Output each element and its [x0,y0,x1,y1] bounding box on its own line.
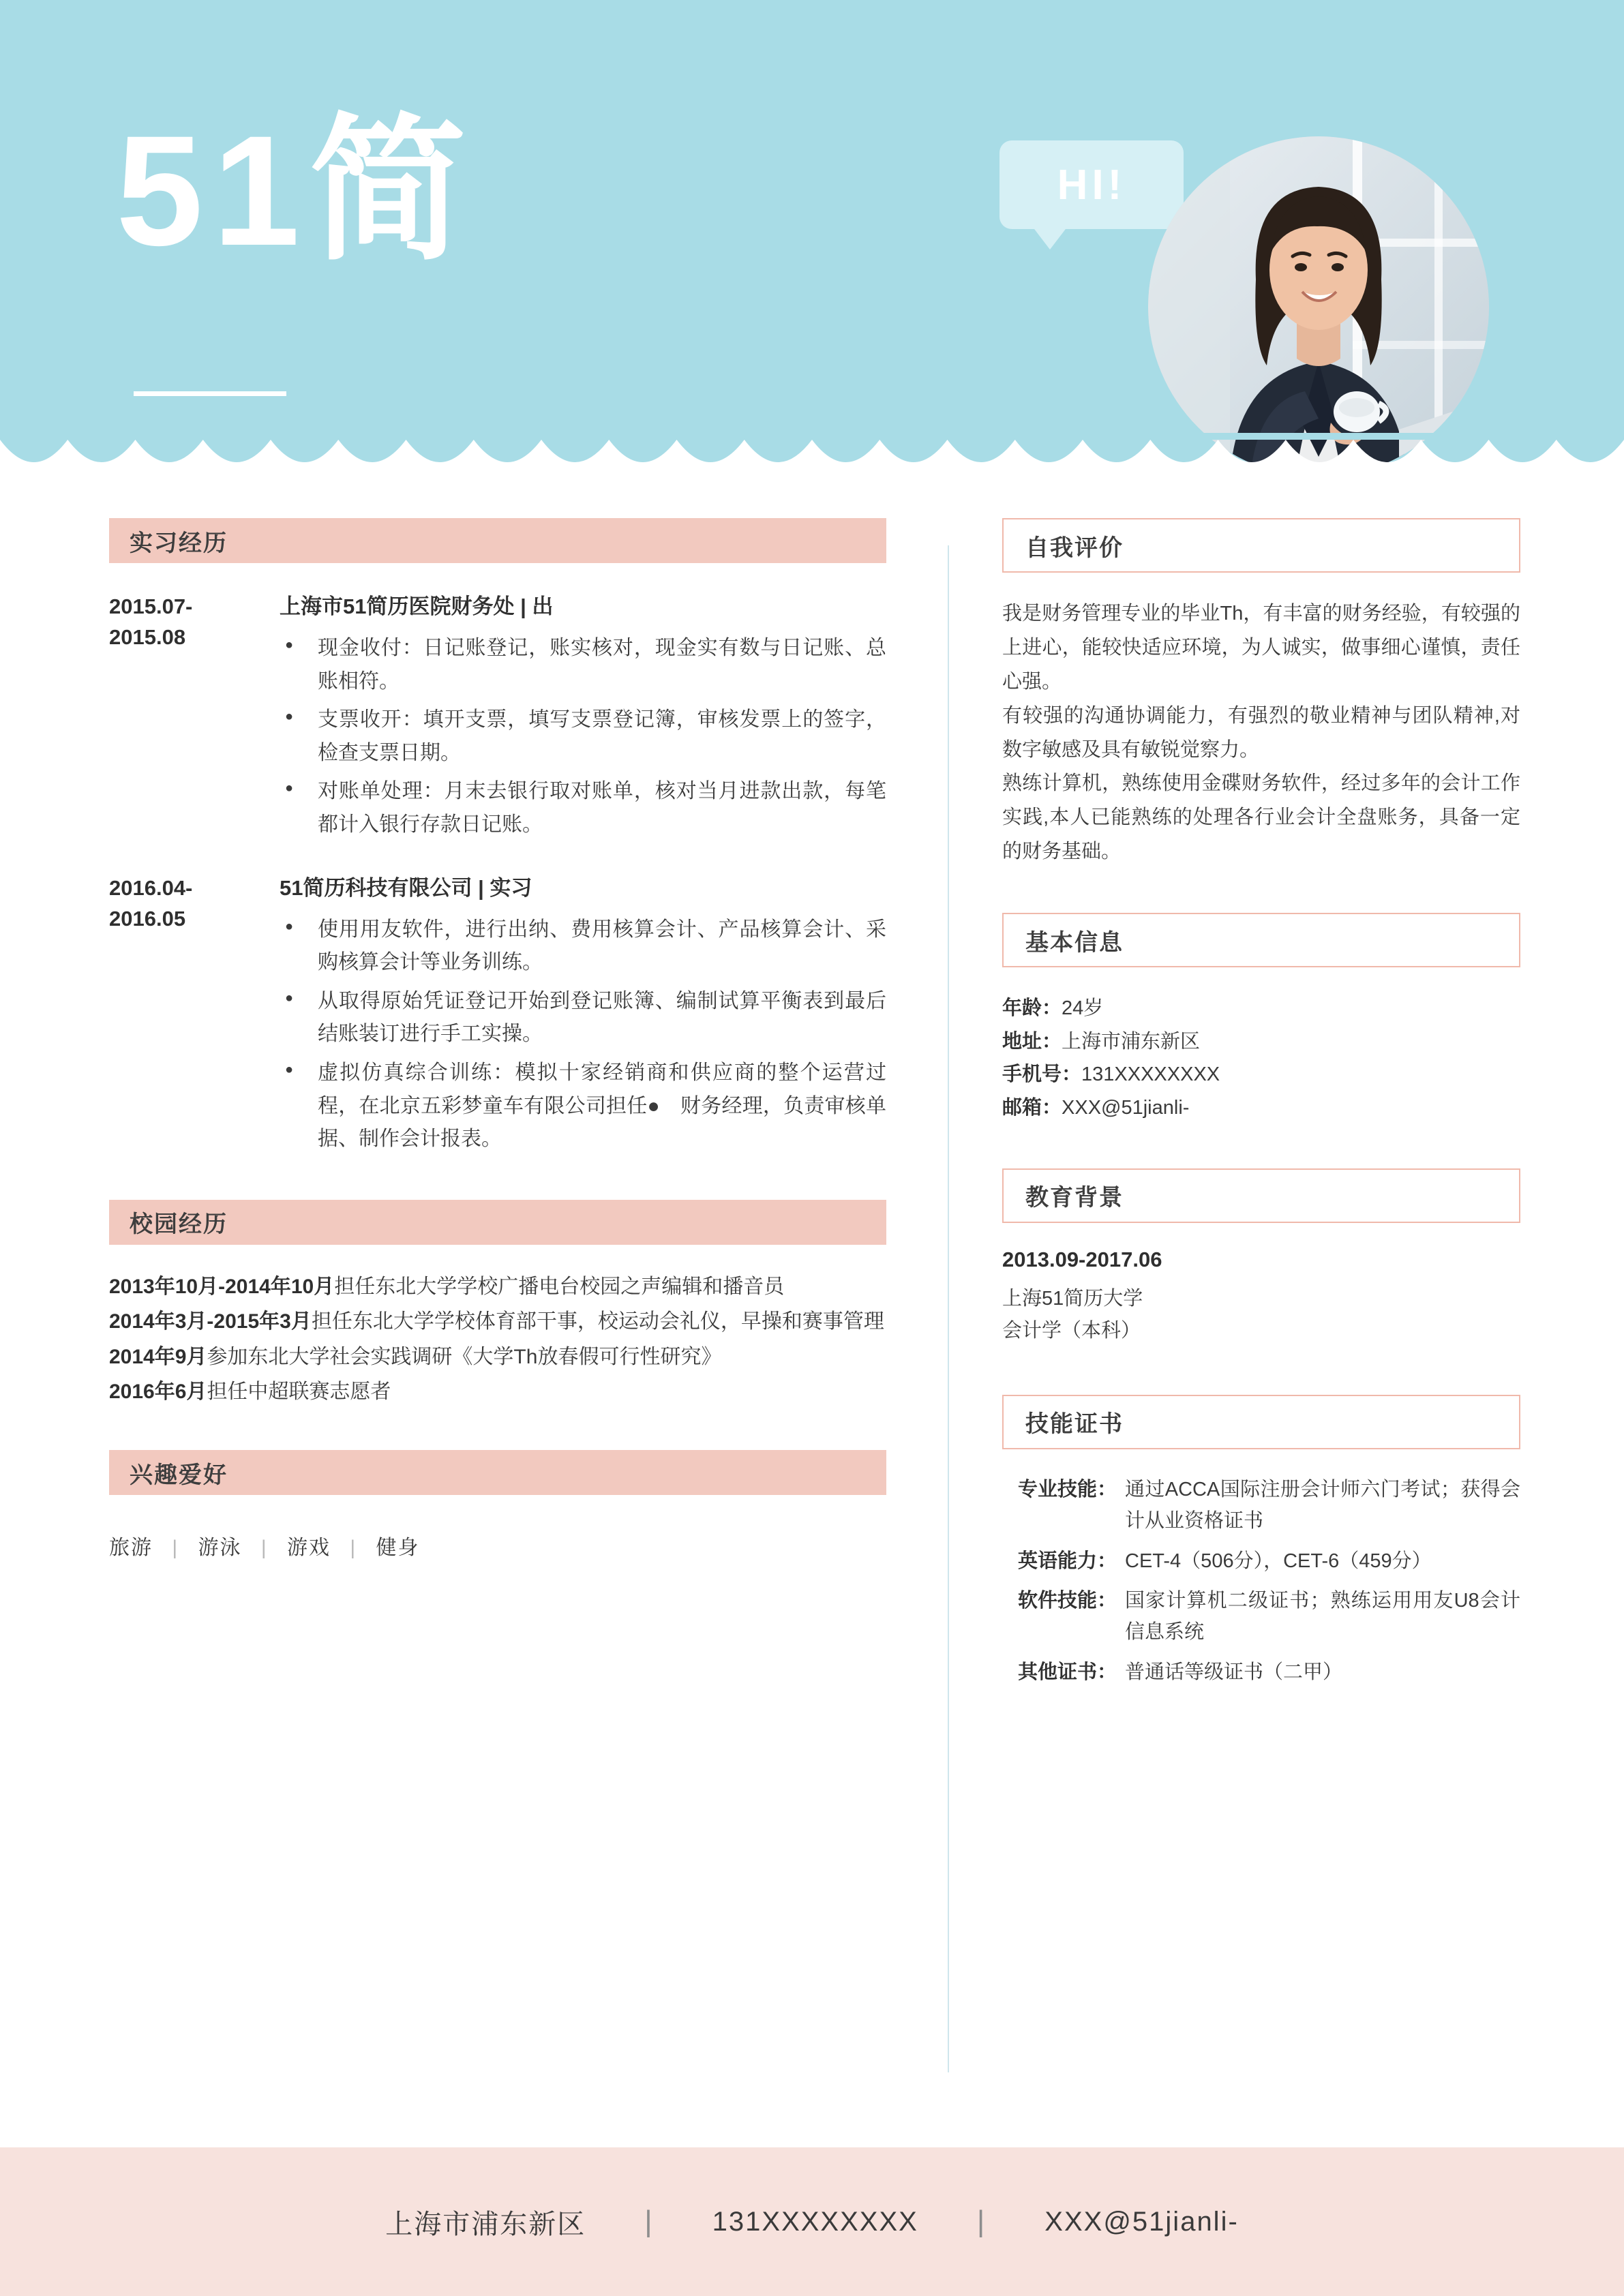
skill-value: CET-4（506分），CET-6（459分） [1125,1550,1432,1572]
campus-item-text: 担任东北大学学校广播电台校园之声编辑和播音员 [334,1275,785,1298]
footer-separator: | [976,2205,987,2238]
section-title: 自我评价 [1025,534,1124,561]
campus-item-text: 担任中超联赛志愿者 [207,1380,391,1403]
section-title: 基本信息 [1025,929,1124,956]
resume-header [0,0,1624,477]
self-evaluation-body [1002,597,1520,869]
experience-entry [109,589,886,847]
skill-item [1002,1545,1520,1577]
section-title: 教育背景 [1025,1185,1124,1211]
education-body [1002,1248,1520,1347]
section-title: 校园经历 [130,1211,228,1238]
greeting-bubble: HI! [999,140,1184,229]
basic-info-key: 手机号： [1002,1063,1082,1086]
campus-item [109,1305,886,1338]
hobby-item: 旅游 [109,1537,153,1560]
column-divider [948,545,949,2072]
hobby-item: 游戏 [286,1537,331,1560]
experience-title: 51简历科技有限公司 | 实习 [280,875,532,900]
basic-info-key: 邮箱： [1002,1097,1062,1119]
basic-info-item [1002,992,1520,1025]
footer-phone: 131XXXXXXXX [712,2206,918,2237]
experience-detail [280,871,886,1162]
avatar [1148,136,1489,477]
skill-key: 其他证书： [1017,1661,1117,1683]
section-header-self-evaluation [1002,518,1520,573]
scallop-divider [0,433,1624,478]
bullet-item: ● 对账单处理：月末去银行取对账单，核对当月进款出款，每笔都计入银行存款日记账。 [280,775,886,841]
campus-item-text: 担任东北大学学校体育部干事，校运动会礼仪，早操和赛事管理 [311,1310,884,1333]
left-column [109,518,886,1560]
experience-detail [280,589,886,847]
basic-info-item [1002,1091,1520,1125]
skill-value: 通过ACCA国际注册会计师六门考试；获得会计从业资格证书 [1125,1478,1520,1532]
skill-item [1002,1474,1520,1537]
footer-address: 上海市浦东新区 [385,2209,586,2239]
basic-info-value: 131XXXXXXXX [1081,1063,1220,1086]
bullet-item: ● 现金收付：日记账登记，账实核对，现金实有数与日记账、总账相符。 [280,632,886,698]
skill-key: 软件技能： [1017,1589,1117,1612]
resume-footer [0,2147,1624,2296]
experience-title: 上海市51简历医院财务处 | 出 [280,594,554,618]
bullet-item: ● 使用用友软件，进行出纳、费用核算会计、产品核算会计、采购核算会计等业务训练。 [280,913,886,980]
experience-date: 2015.07- 2015.08 [109,594,193,649]
page-title: 51简 [116,103,476,278]
basic-info-item [1002,1058,1520,1091]
campus-list [109,1271,886,1408]
skill-key: 英语能力： [1017,1550,1117,1572]
bullet-item: ● 从取得原始凭证登记开始到登记账簿、编制试算平衡表到最后结账装订进行手工实操。 [280,985,886,1051]
footer-separator: | [644,2205,654,2238]
basic-info-item [1002,1025,1520,1059]
hobby-separator: | [172,1537,179,1560]
section-header-internship [109,518,886,563]
resume-body [0,477,1624,1683]
section-title: 技能证书 [1025,1411,1124,1438]
skill-value: 国家计算机二级证书；熟练运用用友U8会计信息系统 [1125,1589,1520,1644]
hobby-item: 游泳 [198,1537,242,1560]
bullet-item: ● 支票收开：填开支票，填写支票登记簿，审核发票上的签字，检查支票日期。 [280,704,886,770]
bullet-item: ● 虚拟仿真综合训练：模拟十家经销商和供应商的整个运营过程，在北京五彩梦童车有限公司担任● 财务经理，负责审核单据、制作会计报表。 [280,1057,886,1156]
basic-info-value: 上海市浦东新区 [1062,1030,1201,1053]
skill-item [1002,1585,1520,1648]
education-period: 2013.09-2017.06 [1002,1247,1162,1271]
title-underline [134,391,286,396]
skill-value: 普通话等级证书（二甲） [1125,1661,1343,1683]
hobby-separator: | [260,1537,268,1560]
hobby-list [109,1521,886,1560]
portrait-illustration [1148,136,1489,477]
campus-item [109,1376,886,1408]
section-header-skills [1002,1395,1520,1449]
campus-item [109,1341,886,1373]
section-header-hobby [109,1450,886,1495]
campus-item-text: 参加东北大学社会实践调研《大学Th放春假可行性研究》 [207,1345,722,1368]
right-column [1002,518,1520,1696]
self-evaluation-paragraph: 有较强的沟通协调能力，有强烈的敬业精神与团队精神,对数字敏感及具有敏锐觉察力。 [1002,704,1520,761]
skill-key: 专业技能： [1017,1478,1117,1500]
basic-info-key: 年龄： [1002,997,1062,1019]
campus-item-period: 2014年3月-2015年3月 [109,1310,312,1333]
self-evaluation-paragraph: 熟练计算机，熟练使用金碟财务软件，经过多年的会计工作实践,本人已能熟练的处理各行业会计全盘账务，具备一定的财务基础。 [1002,772,1520,863]
experience-bullets [280,632,886,842]
section-header-basic-info [1002,913,1520,967]
section-header-education [1002,1168,1520,1223]
section-title: 实习经历 [130,530,228,556]
campus-item [109,1271,886,1303]
basic-info-value: 24岁 [1062,997,1104,1019]
footer-contact-bar [385,2203,1239,2241]
basic-info-value: XXX@51jianli- [1062,1097,1190,1119]
skill-item [1002,1657,1520,1688]
education-school: 上海51简历大学 [1002,1287,1143,1310]
campus-item-period: 2016年6月 [109,1380,207,1403]
campus-item-period: 2014年9月 [109,1345,207,1368]
section-header-campus [109,1200,886,1245]
skills-list [1002,1474,1520,1688]
basic-info-key: 地址： [1002,1030,1062,1053]
footer-email: XXX@51jianli- [1044,2206,1239,2237]
basic-info-list [1002,992,1520,1125]
hobby-separator: | [350,1537,357,1560]
experience-entry [109,871,886,1162]
experience-date: 2016.04- 2016.05 [109,875,193,931]
section-title: 兴趣爱好 [130,1462,228,1488]
self-evaluation-paragraph: 我是财务管理专业的毕业Th，有丰富的财务经验，有较强的上进心，能较快适应环境，为人诚实，做事细心谨慎，责任心强。 [1002,603,1520,693]
experience-bullets [280,913,886,1156]
education-major: 会计学（本科） [1002,1319,1141,1342]
campus-item-period: 2013年10月-2014年10月 [109,1275,335,1298]
hobby-item: 健身 [376,1537,420,1560]
